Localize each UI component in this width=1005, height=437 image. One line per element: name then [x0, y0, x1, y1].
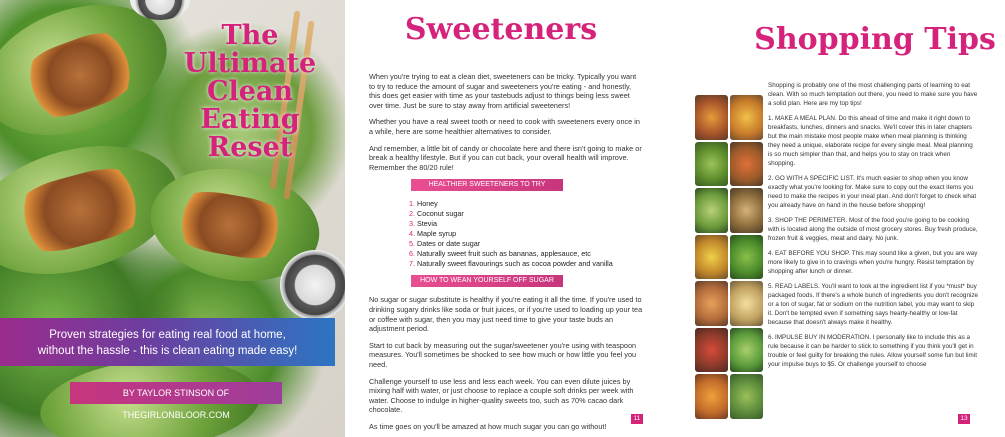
paragraph: 1. MAKE A MEAL PLAN. Do this ahead of time and make it right down to breakfasts, lunches, dinners and snacks. We'll cover this in later chapters but the main mistake most people make when meal planning is thinking they need a unique, elaborate recipe for every single meal. Meal planning is so much simpler than that, and helps you to stay on track when shopping. — [768, 115, 973, 167]
shopping-tips-body — [768, 81, 978, 375]
meal-prep-image — [730, 374, 763, 419]
cover-tagline-band — [0, 318, 335, 366]
meal-prep-image — [695, 235, 728, 280]
paragraph: No sugar or sugar substitute is healthy if you're eating it all the time. If you're used to drinking sugary drinks like soda or fruit juices, or if you're used to loading up your tea or coffee with sugar, then you may just need time to give your taste buds an adjustment period. — [369, 295, 643, 334]
cover-title-line: Ultimate — [183, 48, 317, 79]
meal-prep-image — [695, 328, 728, 373]
list-item: 7. Naturally sweet flavourings such as cocoa powder and vanilla — [417, 259, 644, 269]
sweeteners-body — [369, 72, 644, 437]
paragraph: And remember, a little bit of candy or chocolate here and there isn't going to make or break a healthy lifestyle. But if you can cut back, your overall health will improve. Remember the 80/20 rule! — [369, 143, 642, 172]
page-title: Sweeteners — [404, 12, 598, 47]
paragraph: Challenge yourself to use less and less each week. You can even dilute juices by mixing half with water, or just choose to replace a couple soft drinks per week with water. Choose to indulge in higher-quality sweets too, such as 70% cacao dark chocolate. — [369, 376, 634, 415]
meal-prep-image — [730, 95, 763, 140]
list-item: 2. Coconut sugar — [417, 209, 644, 219]
meal-prep-image — [695, 188, 728, 233]
cover-title-line: Reset — [207, 132, 293, 163]
cover-title — [175, 22, 325, 162]
meal-prep-image — [695, 142, 728, 187]
meal-prep-image — [695, 95, 728, 140]
paragraph: 6. IMPULSE BUY IN MODERATION. I personally like to include this as a rule because it can be harder to stick to something if you think you'll get in trouble or feel guilty for breaking the rules. Allow yourself some fun but limit your impulse buys to $5. Or challenge yourself to choose — [768, 334, 977, 368]
paragraph: Shopping is probably one of the most challenging parts of learning to eat clean. With so much temptation out there, you need to make sure you have a solid plan. Here are my top tips! — [768, 82, 978, 107]
cover-title-line: Eating — [200, 104, 300, 135]
healthier-sweeteners-list — [417, 199, 644, 269]
paragraph: When you're trying to eat a clean diet, sweeteners can be tricky. Typically you want to try to reduce the amount of sugar and sweeteners you're eating - and honestly, this does get easier with time as your tastebuds adjust to things being less sweet over time. Just be sure to stay away from artificial sweeteners! — [369, 72, 637, 110]
sweeteners-page — [345, 0, 657, 437]
list-item: 5. Dates or date sugar — [417, 239, 644, 249]
list-item: 6. Naturally sweet fruit such as bananas, applesauce, etc — [417, 249, 644, 259]
paragraph: 4. EAT BEFORE YOU SHOP. This may sound like a given, but you are way more likely to give in to cravings when you're hungry. Resist temptation by shopping after lunch or dinner. — [768, 250, 978, 275]
meal-prep-image — [695, 374, 728, 419]
cover-page — [0, 0, 345, 437]
cover-title-line: The — [221, 20, 279, 51]
cover-tagline-line: without the hassle - this is clean eating made easy! — [37, 345, 298, 357]
page-number: 13 — [958, 414, 970, 424]
meal-prep-image — [730, 188, 763, 233]
page-number: 11 — [631, 414, 643, 424]
list-item: 1. Honey — [417, 199, 644, 209]
meal-prep-image — [730, 142, 763, 187]
list-item: 4. Maple syrup — [417, 229, 644, 239]
sesame-bowl-image — [280, 250, 345, 320]
cover-title-line: Clean — [206, 76, 294, 107]
meal-prep-photo-strip — [695, 95, 763, 419]
cover-author: BY TAYLOR STINSON OF THEGIRLONBLOOR.COM — [70, 382, 282, 404]
meal-prep-image — [730, 281, 763, 326]
section-heading-healthier: HEALTHIER SWEETENERS TO TRY — [411, 179, 563, 191]
paragraph: As time goes on you'll be amazed at how much sugar you can go without! — [369, 421, 607, 431]
section-heading-wean: HOW TO WEAN YOURSELF OFF SUGAR — [411, 275, 563, 287]
shopping-tips-page — [690, 0, 1005, 437]
paragraph: Whether you have a real sweet tooth or need to cook with sweeteners every once in a while, here are some healthier alternatives to consider. — [369, 117, 640, 136]
meal-prep-image — [730, 235, 763, 280]
cover-tagline-line: Proven strategies for eating real food at home, — [49, 329, 286, 341]
paragraph: 2. GO WITH A SPECIFIC LIST. It's much easier to shop when you know exactly what you're looking for. Make sure to copy out the exact items you need to make the recipes in your meal plan. And don't forget to check what you already have on hand in the house before shopping! — [768, 175, 977, 209]
meal-prep-image — [695, 281, 728, 326]
paragraph: Start to cut back by measuring out the sugar/sweetener you're using with teaspoon measures. You'll sometimes be shocked to see how much or how little you feel you need. — [369, 340, 637, 369]
list-item: 3. Stevia — [417, 219, 644, 229]
page-title: Shopping Tips — [754, 22, 996, 57]
paragraph: 5. READ LABELS. You'll want to look at the ingredient list if you *must* buy packaged foods. If there's a whole bunch of ingredients you don't recognize or a ton of sugar, fat or sodium on the nutrition label, you may want to skip it. Don't be tempted even if something says hearty-healthy or low-fat because that doesn't always make it healthy. — [768, 283, 978, 326]
meal-prep-image — [730, 328, 763, 373]
paragraph: 3. SHOP THE PERIMETER. Most of the food you're going to be cooking with is located along the outside of most grocery stores. Buy fresh produce, frozen fruit & veggies, meat and dairy. No junk. — [768, 217, 978, 242]
